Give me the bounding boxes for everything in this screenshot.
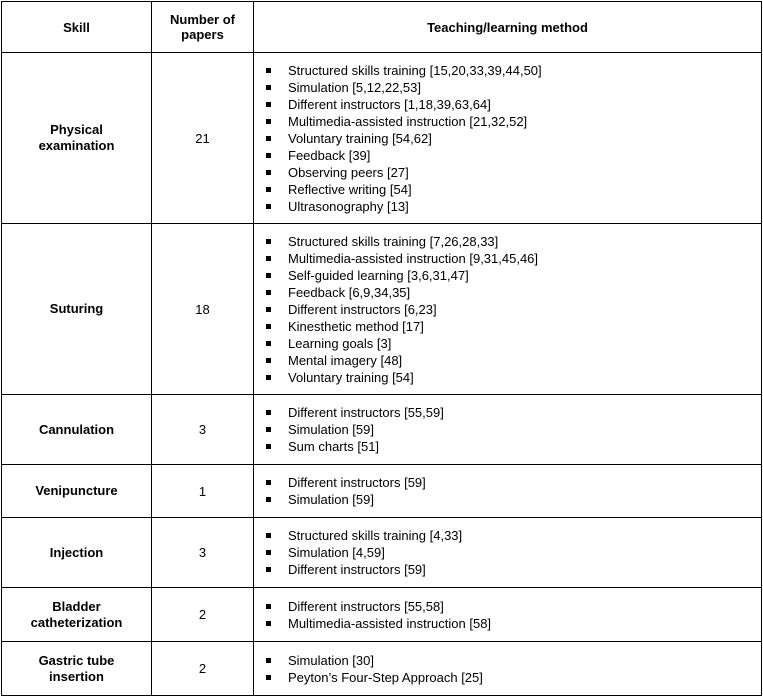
square-bullet-icon [266,273,271,278]
table-row [2,465,762,518]
skill-label: Physical examination [38,122,115,153]
method-item [266,198,761,215]
skill-cell: Bladder catheterization [2,588,152,642]
method-text: Different instructors [6,23] [288,301,437,317]
method-text: Sum charts [51] [288,439,380,454]
square-bullet-icon [266,533,271,538]
header-count [152,2,254,53]
method-text: Kinesthetic method [17] [288,318,424,334]
methods-cell [254,395,762,465]
square-bullet-icon [266,119,271,124]
count-cell: 21 [152,53,254,224]
method-text: Structured skills training [7,26,28,33] [288,233,499,249]
method-text: Different instructors [55,59] [288,405,444,420]
square-bullet-icon [266,497,271,502]
method-list [266,233,761,386]
method-list [266,62,761,215]
table-body [2,53,762,696]
square-bullet-icon [266,187,271,192]
square-bullet-icon [266,550,271,555]
square-bullet-icon [266,567,271,572]
table-row [2,588,762,642]
method-text: Simulation [59] [288,422,374,437]
method-item [266,544,761,561]
square-bullet-icon [266,375,271,380]
method-item [266,669,761,686]
square-bullet-icon [266,170,271,175]
skill-cell [2,53,152,224]
method-text: Voluntary training [54] [288,369,414,385]
method-item [266,147,761,164]
header-method: Teaching/learning method [254,2,762,53]
method-list [266,652,761,686]
table-row [2,395,762,465]
method-item [266,652,761,669]
square-bullet-icon [266,358,271,363]
method-text: Learning goals [3] [288,335,392,351]
skill-cell [2,642,152,696]
method-text: Different instructors [1,18,39,63,64] [288,96,491,112]
header-count-label: Number of papers [170,12,235,42]
table-row [2,642,762,696]
method-text: Simulation [30] [288,652,374,668]
square-bullet-icon [266,480,271,485]
square-bullet-icon [266,85,271,90]
skill-cell: Injection [2,518,152,588]
square-bullet-icon [266,204,271,209]
methods-cell [254,642,762,696]
method-text: Simulation [5,12,22,53] [288,79,421,95]
method-item [266,301,761,318]
skill-cell: Venipuncture [2,465,152,518]
method-text: Different instructors [59] [288,475,426,490]
square-bullet-icon [266,136,271,141]
square-bullet-icon [266,324,271,329]
method-text: Feedback [6,9,34,35] [288,284,411,300]
method-item [266,130,761,147]
square-bullet-icon [266,341,271,346]
square-bullet-icon [266,68,271,73]
count-cell: 3 [152,518,254,588]
method-item [266,113,761,130]
method-text: Different instructors [55,58] [288,598,444,614]
method-text: Voluntary training [54,62] [288,130,432,146]
square-bullet-icon [266,427,271,432]
method-text: Structured skills training [15,20,33,39,44,50] [288,62,542,78]
method-item [266,250,761,267]
header-row [2,2,762,53]
method-item [266,267,761,284]
skill-cell: Suturing [2,224,152,395]
method-item [266,404,761,421]
method-item [266,318,761,335]
method-list [266,474,761,508]
method-text: Structured skills training [4,33] [288,528,463,543]
square-bullet-icon [266,444,271,449]
square-bullet-icon [266,621,271,626]
square-bullet-icon [266,153,271,158]
method-item [266,561,761,578]
method-text: Different instructors [59] [288,562,426,577]
method-text: Multimedia-assisted instruction [9,31,45,46] [288,250,539,266]
method-text: Peyton’s Four-Step Approach [25] [288,669,483,685]
count-cell: 2 [152,642,254,696]
square-bullet-icon [266,658,271,663]
method-text: Simulation [59] [288,492,374,507]
methods-cell [254,53,762,224]
method-item [266,438,761,455]
method-item [266,615,761,632]
square-bullet-icon [266,239,271,244]
skills-table [1,1,762,696]
square-bullet-icon [266,410,271,415]
methods-cell [254,588,762,642]
method-item [266,233,761,250]
method-item [266,421,761,438]
method-text: Multimedia-assisted instruction [58] [288,615,492,631]
method-text: Feedback [39] [288,147,371,163]
method-item [266,369,761,386]
method-text: Reflective writing [54] [288,181,412,197]
method-item [266,491,761,508]
methods-cell [254,224,762,395]
method-item [266,79,761,96]
method-text: Observing peers [27] [288,164,409,180]
table-row [2,224,762,395]
method-list [266,404,761,455]
count-cell: 2 [152,588,254,642]
method-list [266,527,761,578]
method-item [266,284,761,301]
table-row [2,518,762,588]
square-bullet-icon [266,675,271,680]
method-item [266,527,761,544]
count-cell: 3 [152,395,254,465]
method-text: Simulation [4,59] [288,545,385,560]
method-item [266,164,761,181]
methods-cell [254,465,762,518]
header-skill: Skill [2,2,152,53]
square-bullet-icon [266,102,271,107]
method-text: Self-guided learning [3,6,31,47] [288,267,469,283]
methods-cell [254,518,762,588]
count-cell: 18 [152,224,254,395]
skill-label: Gastric tube insertion [38,652,115,684]
method-item [266,598,761,615]
method-text: Mental imagery [48] [288,352,403,368]
skill-cell: Cannulation [2,395,152,465]
method-text: Ultrasonography [13] [288,198,409,214]
method-item [266,352,761,369]
method-item [266,335,761,352]
method-item [266,62,761,79]
method-text: Multimedia-assisted instruction [21,32,52] [288,113,528,129]
square-bullet-icon [266,256,271,261]
square-bullet-icon [266,604,271,609]
square-bullet-icon [266,307,271,312]
method-item [266,474,761,491]
count-cell: 1 [152,465,254,518]
method-item [266,181,761,198]
method-item [266,96,761,113]
method-list [266,598,761,632]
table-row [2,53,762,224]
square-bullet-icon [266,290,271,295]
